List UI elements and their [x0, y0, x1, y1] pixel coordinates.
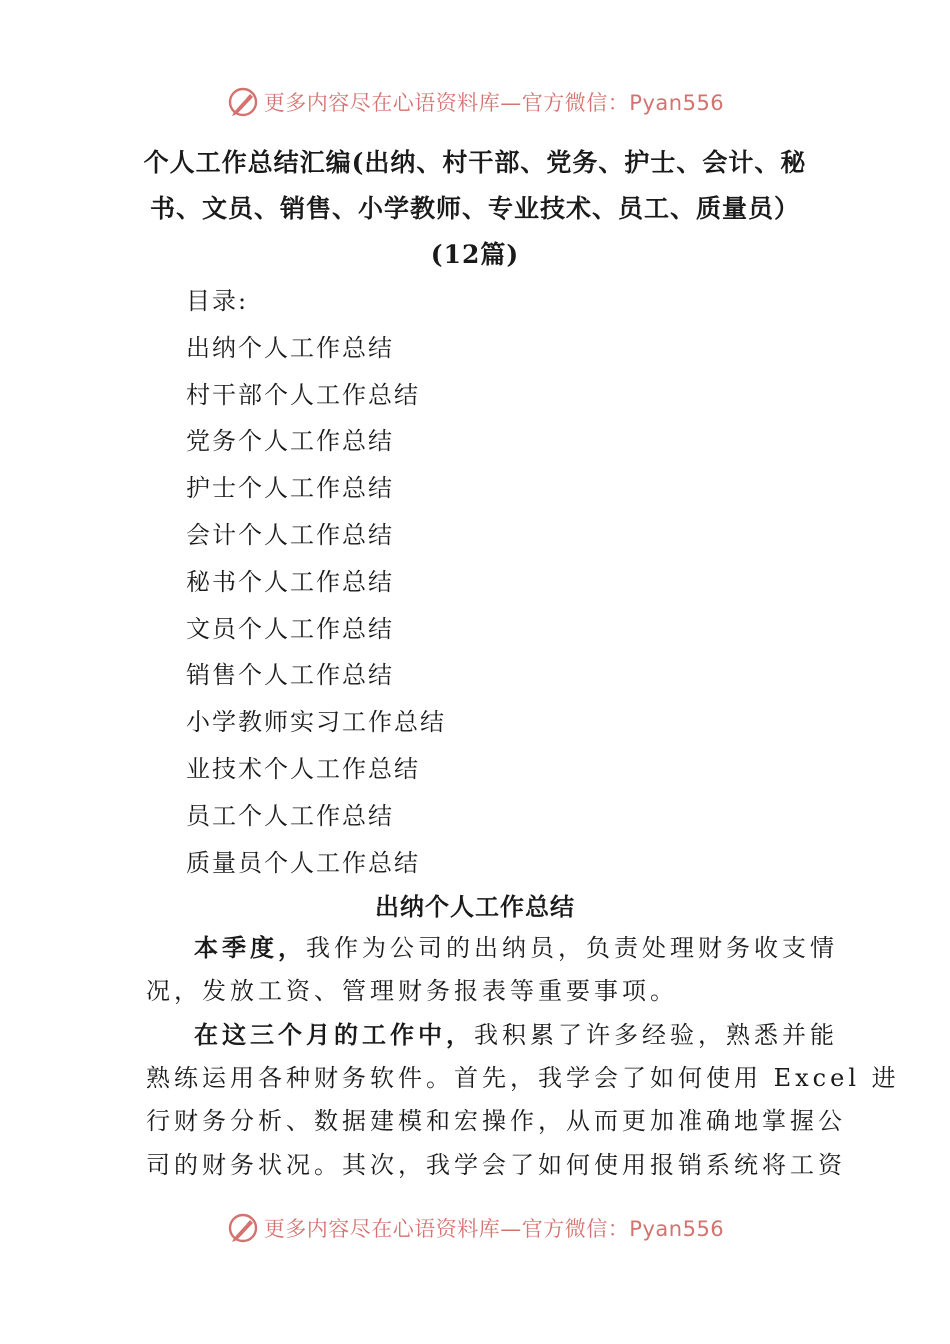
paragraph-2-line-2: 熟练运用各种财务软件。首先，我学会了如何使用 Excel 进 — [146, 1063, 900, 1092]
toc-item: 小学教师实习工作总结 — [186, 708, 446, 737]
toc-item: 质量员个人工作总结 — [186, 848, 420, 877]
toc-item: 出纳个人工作总结 — [186, 333, 394, 362]
document-title-line-2: 书、文员、销售、小学教师、专业技术、员工、质量员） — [149, 194, 800, 223]
toc-item: 会计个人工作总结 — [186, 520, 394, 549]
section-body — [146, 926, 900, 1187]
pen-circle-logo-icon — [226, 1211, 260, 1245]
paragraph-2-line-4: 司的财务状况。其次，我学会了如何使用报销系统将工资 — [146, 1150, 846, 1179]
paragraph-2-text: 我积累了许多经验，熟悉并能 — [474, 1021, 838, 1049]
header-banner — [0, 80, 950, 124]
toc-heading: 目录: — [186, 287, 249, 315]
paragraph-2-line-3: 行财务分析、数据建模和宏操作，从而更加准确地掌握公 — [146, 1107, 846, 1135]
pen-circle-logo-icon — [226, 85, 260, 119]
toc-item: 村干部个人工作总结 — [186, 380, 420, 409]
toc-item: 文员个人工作总结 — [186, 614, 394, 643]
toc-item: 党务个人工作总结 — [186, 427, 394, 456]
document-title-line-1: 个人工作总结汇编(出纳、村干部、党务、护士、会计、秘 — [143, 148, 807, 177]
toc-item: 销售个人工作总结 — [186, 661, 394, 690]
toc-item: 业技术个人工作总结 — [186, 754, 420, 783]
paragraph-2-line-1 — [146, 1013, 838, 1057]
section-heading: 出纳个人工作总结 — [375, 892, 575, 921]
banner-text: 更多内容尽在心语资料库—官方微信：Pyan556 — [263, 91, 725, 115]
paragraph-2-lead: 在这三个月的工作中， — [194, 1020, 474, 1049]
banner-text: 更多内容尽在心语资料库—官方微信：Pyan556 — [263, 1217, 725, 1241]
paragraph-1-text: 我作为公司的出纳员，负责处理财务收支情 — [306, 934, 838, 962]
paragraph-1-line-1 — [146, 926, 838, 970]
table-of-contents — [186, 278, 786, 886]
paragraph-1-line-2: 况，发放工资、管理财务报表等重要事项。 — [146, 976, 678, 1005]
toc-item: 护士个人工作总结 — [186, 474, 394, 503]
toc-item: 秘书个人工作总结 — [186, 567, 394, 596]
toc-item: 员工个人工作总结 — [186, 801, 394, 830]
paragraph-1-lead: 本季度， — [194, 933, 306, 962]
document-title-line-3: (12篇) — [430, 240, 520, 269]
footer-banner — [0, 1206, 950, 1250]
